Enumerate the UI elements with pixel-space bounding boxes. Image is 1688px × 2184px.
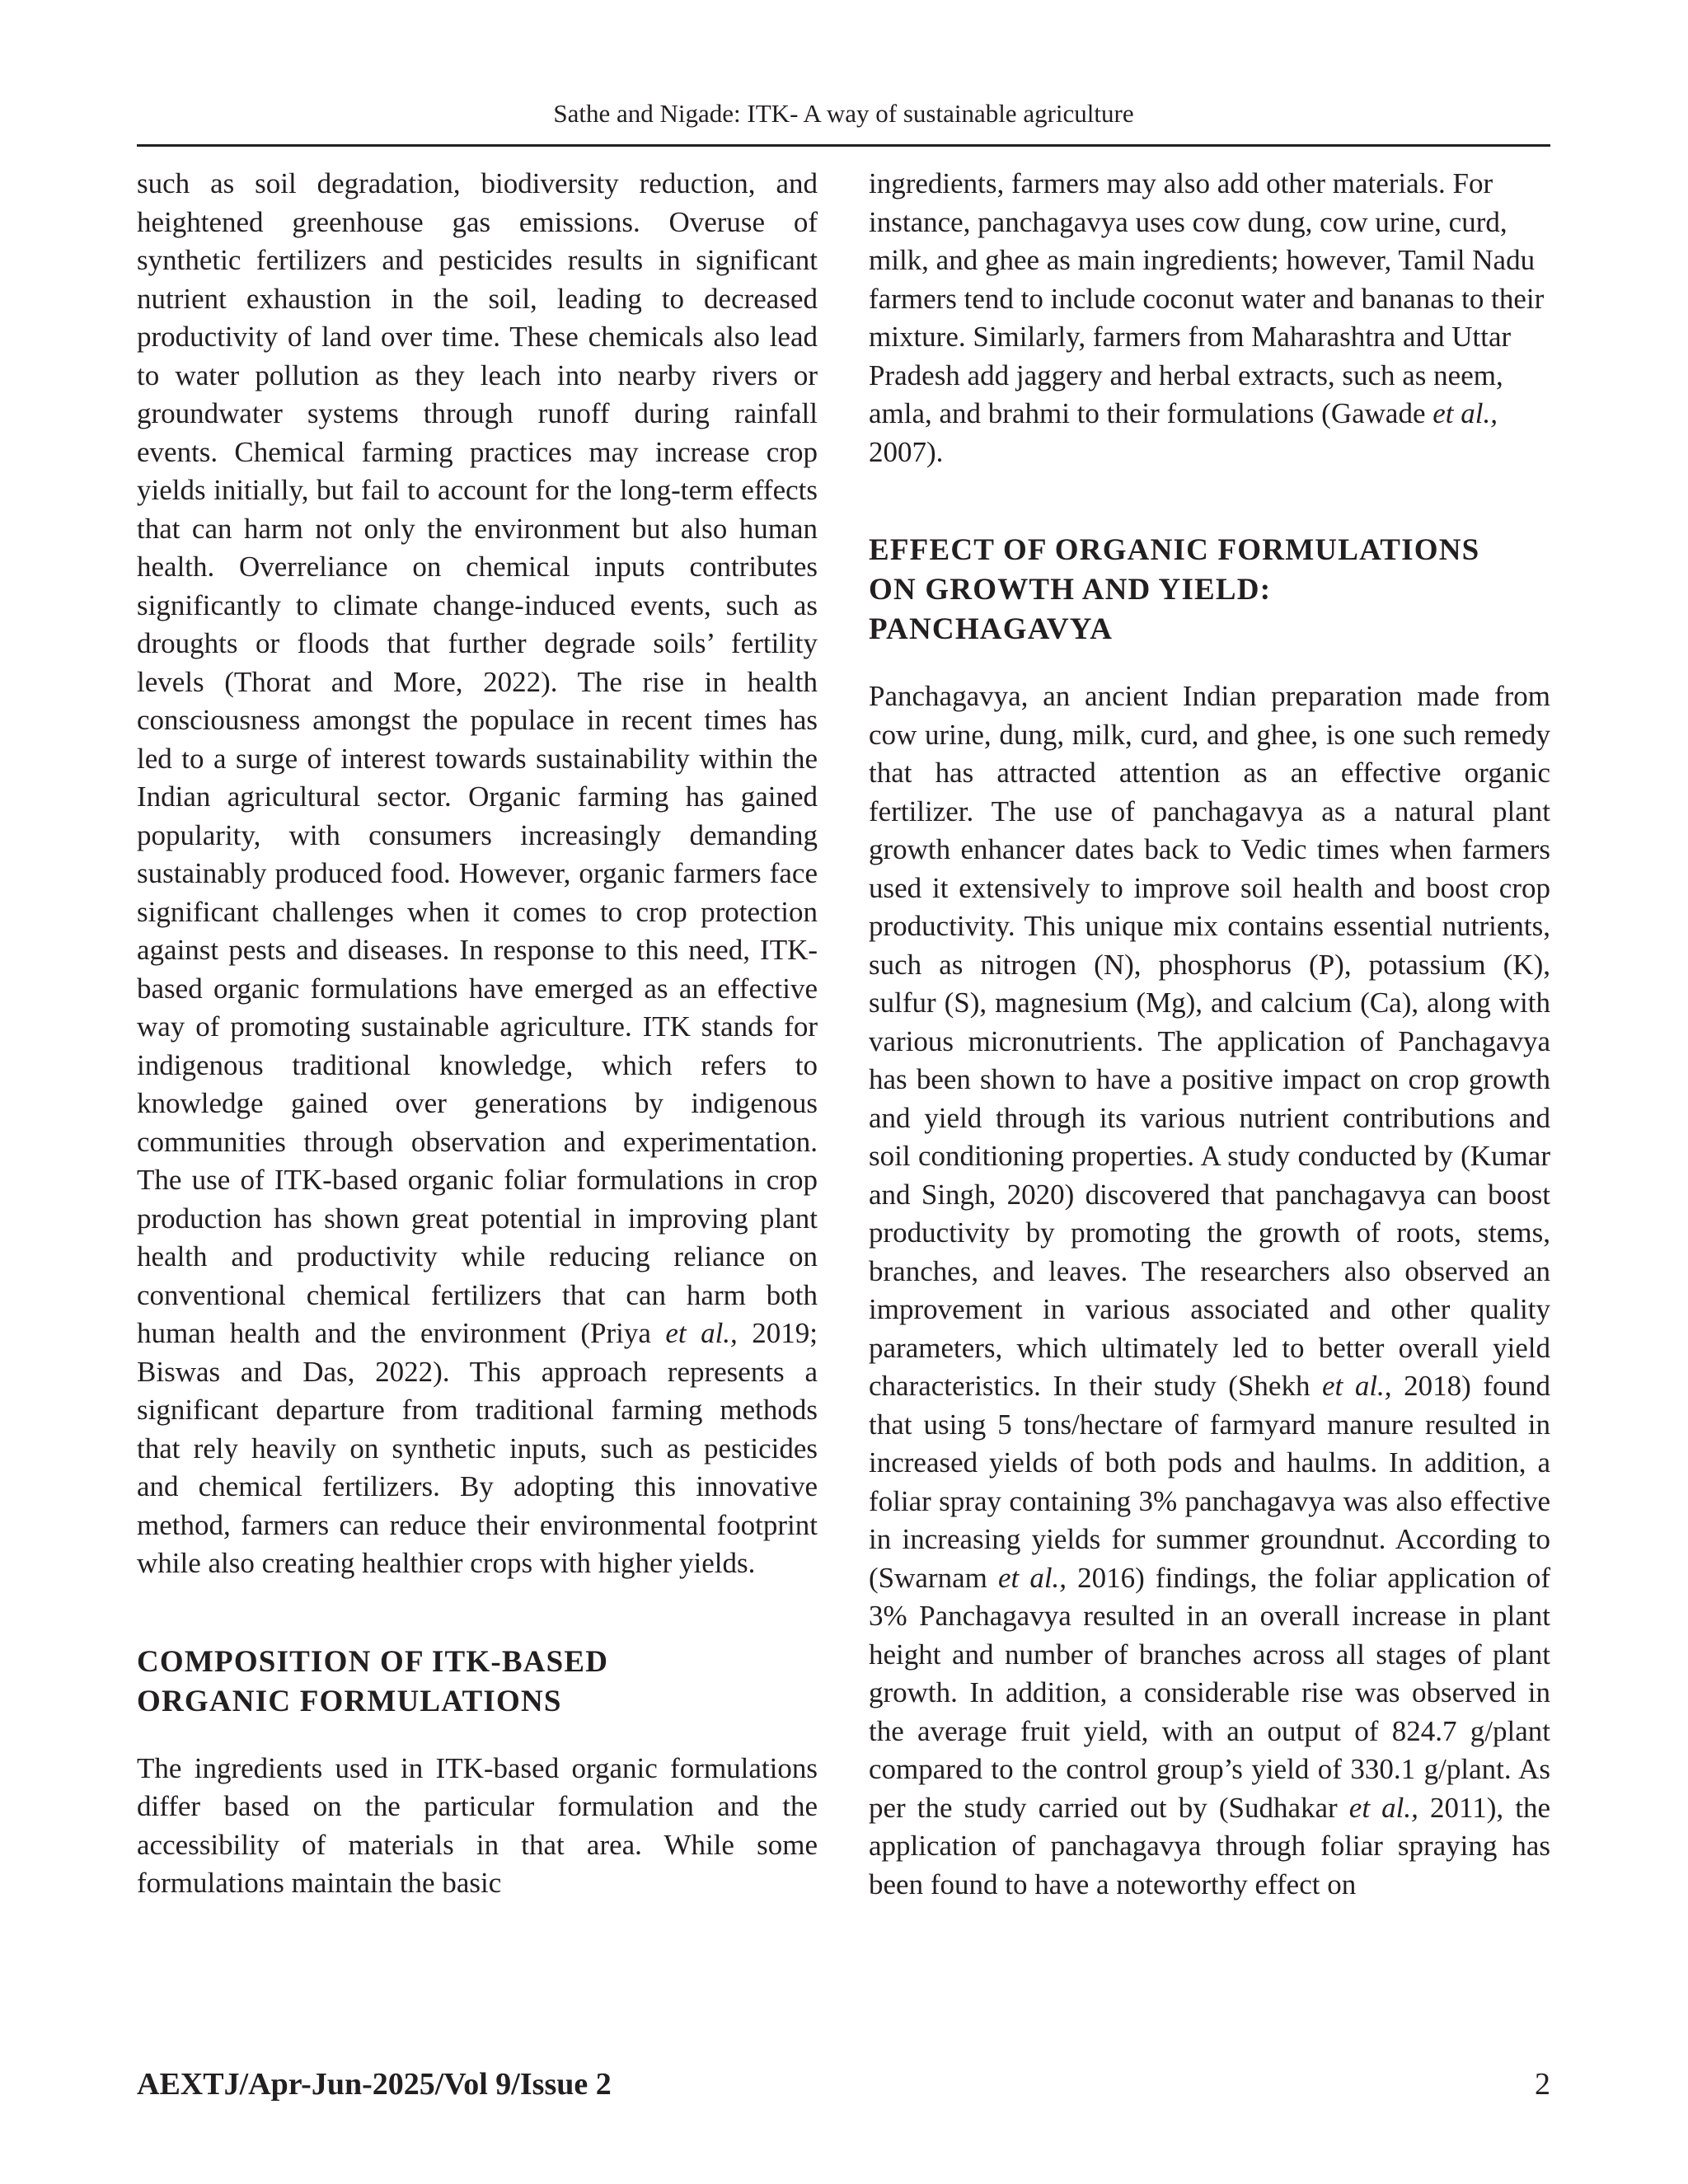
citation-et-al: et al.,	[1348, 1791, 1418, 1824]
section-heading-effect	[869, 531, 1550, 649]
running-header: Sathe and Nigade: ITK- A way of sustainable agriculture	[553, 99, 1134, 128]
heading-line: ON GROWTH AND YIELD:	[869, 573, 1272, 607]
page-footer	[137, 2064, 1550, 2106]
citation-et-al: et al.,	[665, 1317, 738, 1349]
section-heading-composition	[137, 1643, 818, 1722]
citation-et-al: et al.,	[1322, 1370, 1392, 1402]
page-number: 2	[1535, 2067, 1550, 2102]
body-paragraph-intro	[137, 165, 818, 1583]
left-column	[137, 165, 818, 1903]
section-spacer	[869, 471, 1550, 531]
heading-line: PANCHAGAVYA	[869, 612, 1114, 646]
paragraph-text: 2011), the application of panchagavya through foliar spraying has been found to have a noteworthy effect on	[869, 1791, 1550, 1900]
paragraph-text: 2018) found that using 5 tons/hectare of farmyard manure resulted in increased yields of both pods and haulms. In addition, a foliar spray containing 3% panchagavya was also effective in increasing yields for summer groundnut. According to (Swarnam	[869, 1370, 1550, 1594]
heading-spacer	[137, 1722, 818, 1750]
paragraph-text: 2016) findings, the foliar application of 3% Panchagavya resulted in an overall increase in plant height and number of branches across all stages of plant growth. In addition, a considerable rise was observed in the average fruit yield, with an output of 824.7 g/plant compared to the control group’s yield of 330.1 g/plant. As per the study carried out by (Sudhakar	[869, 1561, 1550, 1824]
heading-line: ORGANIC FORMULATIONS	[137, 1684, 562, 1718]
paragraph-text: 2007).	[869, 435, 944, 468]
body-paragraph-composition: The ingredients used in ITK-based organic formulations differ based on the particular formulation and the accessibility of materials in that area. While some formulations maintain the basic	[137, 1751, 818, 1899]
paragraph-text: ingredients, farmers may also add other materials. For instance, panchagavya uses cow dung, cow urine, curd, milk, and ghee as main ingredients; however, Tamil Nadu farmers tend to include coconut water and bananas to their mixture. Similarly, farmers from Maharashtra and Uttar Pradesh add jaggery and herbal extracts, such as neem, amla, and brahmi to their formulations (Gawade	[869, 167, 1545, 429]
body-paragraph-continued	[869, 165, 1550, 471]
heading-line: COMPOSITION OF ITK-BASED	[137, 1644, 609, 1679]
right-column	[869, 165, 1550, 1904]
journal-issue-label: AEXTJ/Apr-Jun-2025/Vol 9/Issue 2	[137, 2067, 612, 2102]
heading-line: EFFECT OF ORGANIC FORMULATIONS	[869, 533, 1480, 567]
paragraph-text: Panchagavya, an ancient Indian preparation made from cow urine, dung, milk, curd, and ghee, is one such remedy that has attracted attention as an effective organic fertilizer. The use of panchagavya as a natural plant growth enhancer dates back to Vedic times when farmers used it extensively to improve soil health and boost crop productivity. This unique mix contains essential nutrients, such as nitrogen (N), phosphorus (P), potassium (K), sulfur (S), magnesium (Mg), and calcium (Ca), along with various micronutrients. The application of Panchagavya has been shown to have a positive impact on crop growth and yield through its various nutrient contributions and soil conditioning properties. A study conducted by (Kumar and Singh, 2020) discovered that panchagavya can boost productivity by promoting the growth of roots, stems, branches, and leaves. The researchers also observed an improvement in various associated and other quality parameters, which ultimately led to better overall yield characteristics. In their study (Shekh	[869, 680, 1550, 1402]
section-spacer	[137, 1583, 818, 1643]
citation-et-al: et al.,	[1432, 397, 1498, 429]
body-paragraph-panchagavya	[869, 677, 1550, 1904]
paragraph-text: 2019; Biswas and Das, 2022). This approach represents a significant departure from traditional farming methods that rely heavily on synthetic inputs, such as pesticides and chemical fertilizers. By adopting this innovative method, farmers can reduce their environmental footprint while also creating healthier crops with higher yields.	[137, 1317, 818, 1579]
citation-et-al: et al.,	[997, 1561, 1067, 1594]
paragraph-text: such as soil degradation, biodiversity reduction, and heightened greenhouse gas emissions. Overuse of synthetic fertilizers and pesticides results in significant nutrient exhaustion in the soil, leading to decreased productivity of land over time. These chemicals also lead to water pollution as they leach into nearby rivers or groundwater systems through runoff during rainfall events. Chemical farming practices may increase crop yields initially, but fail to account for the long-term effects that can harm not only the environment but also human health. Overreliance on chemical inputs contributes significantly to climate change-induced events, such as droughts or floods that further degrade soils’ fertility levels (Thorat and More, 2022). The rise in health consciousness amongst the populace in recent times has led to a surge of interest towards sustainability within the Indian agricultural sector. Organic farming has gained popularity, with consumers increasingly demanding sustainably produced food. However, organic farmers face significant challenges when it comes to crop protection against pests and diseases. In response to this need, ITK-based organic formulations have emerged as an effective way of promoting sustainable agriculture. ITK stands for indigenous traditional knowledge, which refers to knowledge gained over generations by indigenous communities through observation and experimentation. The use of ITK-based organic foliar formulations in crop production has shown great potential in improving plant health and productivity while reducing reliance on conventional chemical fertilizers that can harm both human health and the environment (Priya	[137, 167, 818, 1349]
header-rule	[137, 144, 1550, 147]
heading-spacer	[869, 649, 1550, 677]
